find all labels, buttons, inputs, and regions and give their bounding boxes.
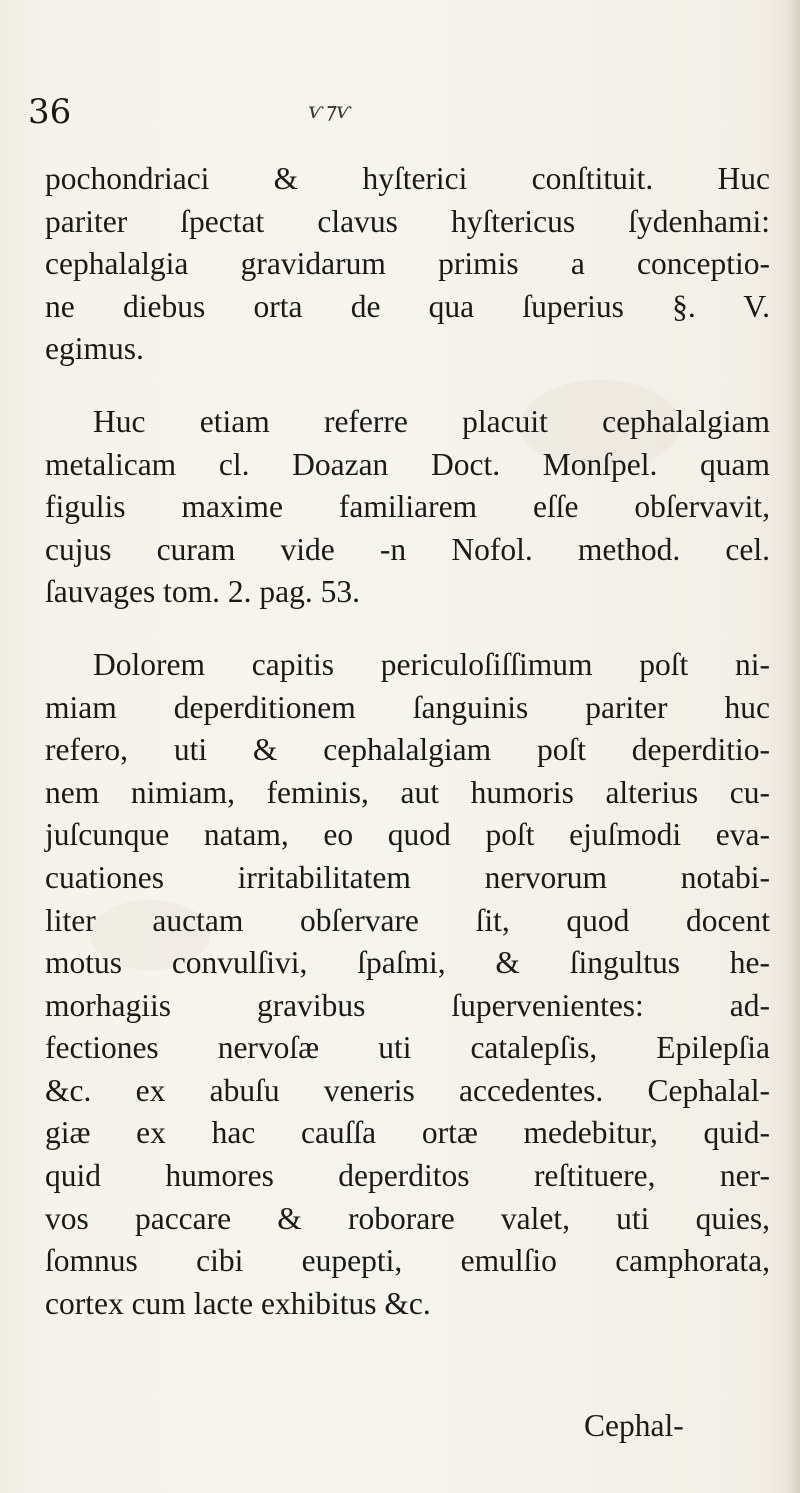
text-line: liter auctam obſervare ſit, quod docent <box>45 902 770 938</box>
text-line: metalicam cl. Doazan Doct. Monſpel. quam <box>45 446 770 482</box>
paragraph-2 <box>45 401 770 614</box>
text-line: pariter ſpectat clavus hyſtericus ſydenhami: <box>45 203 770 239</box>
text-line: Huc etiam referre placuit cephalalgiam <box>93 403 770 439</box>
text-line: ſauvages tom. 2. pag. 53. <box>45 574 360 610</box>
paragraph-3 <box>45 644 770 1326</box>
text-line: miam deperditionem ſanguinis pariter huc <box>45 689 770 725</box>
text-line: motus convulſivi, ſpaſmi, & ſingultus he- <box>45 945 770 981</box>
catchword: Cephal- <box>584 1408 684 1443</box>
text-line: quid humores deperditos reſtituere, ner- <box>45 1158 770 1194</box>
text-line: cortex cum lacte exhibitus &c. <box>45 1285 431 1321</box>
text-line: cuationes irritabilitatem nervorum notabi- <box>45 859 770 895</box>
text-line: nem nimiam, feminis, aut humoris alterius cu- <box>45 774 770 810</box>
text-line: juſcunque natam, eo quod poſt ejuſmodi eva- <box>45 817 770 853</box>
text-line: giæ ex hac cauſſa ortæ medebitur, quid- <box>45 1115 770 1151</box>
text-line: pochondriaci & hyſterici conſtituit. Huc <box>45 161 770 196</box>
paragraph-1 <box>45 158 770 371</box>
text-line: cujus curam vide -n Nofol. method. cel. <box>45 531 770 567</box>
text-line: ſomnus cibi eupepti, emulſio camphorata, <box>45 1243 770 1279</box>
text-line: cephalalgia gravidarum primis a conceptio- <box>45 246 770 282</box>
text-line: &c. ex abuſu veneris accedentes. Cephalal- <box>45 1072 770 1108</box>
text-line: fectiones nervoſæ uti catalepſis, Epilepſia <box>45 1030 770 1066</box>
page-number: 36 <box>28 92 72 132</box>
text-line: egimus. <box>45 331 144 367</box>
text-line: figulis maxime familiarem eſſe obſervavit, <box>45 489 770 525</box>
text-line: refero, uti & cephalalgiam poſt deperditio- <box>45 732 770 768</box>
text-line: vos paccare & roborare valet, uti quies, <box>45 1200 770 1236</box>
body-text <box>45 158 770 1325</box>
printer-mark: ѵ⁊ѵ <box>308 99 352 124</box>
paragraph-gap <box>45 614 770 644</box>
text-line: ne diebus orta de qua ſuperius §. V. <box>45 288 770 324</box>
page-header <box>28 92 768 132</box>
text-line: morhagiis gravibus ſupervenientes: ad- <box>45 987 770 1023</box>
text-line: Dolorem capitis periculoſiſſimum poſt ni- <box>93 646 770 682</box>
paragraph-gap <box>45 371 770 401</box>
page-edge-shadow <box>786 0 800 1493</box>
